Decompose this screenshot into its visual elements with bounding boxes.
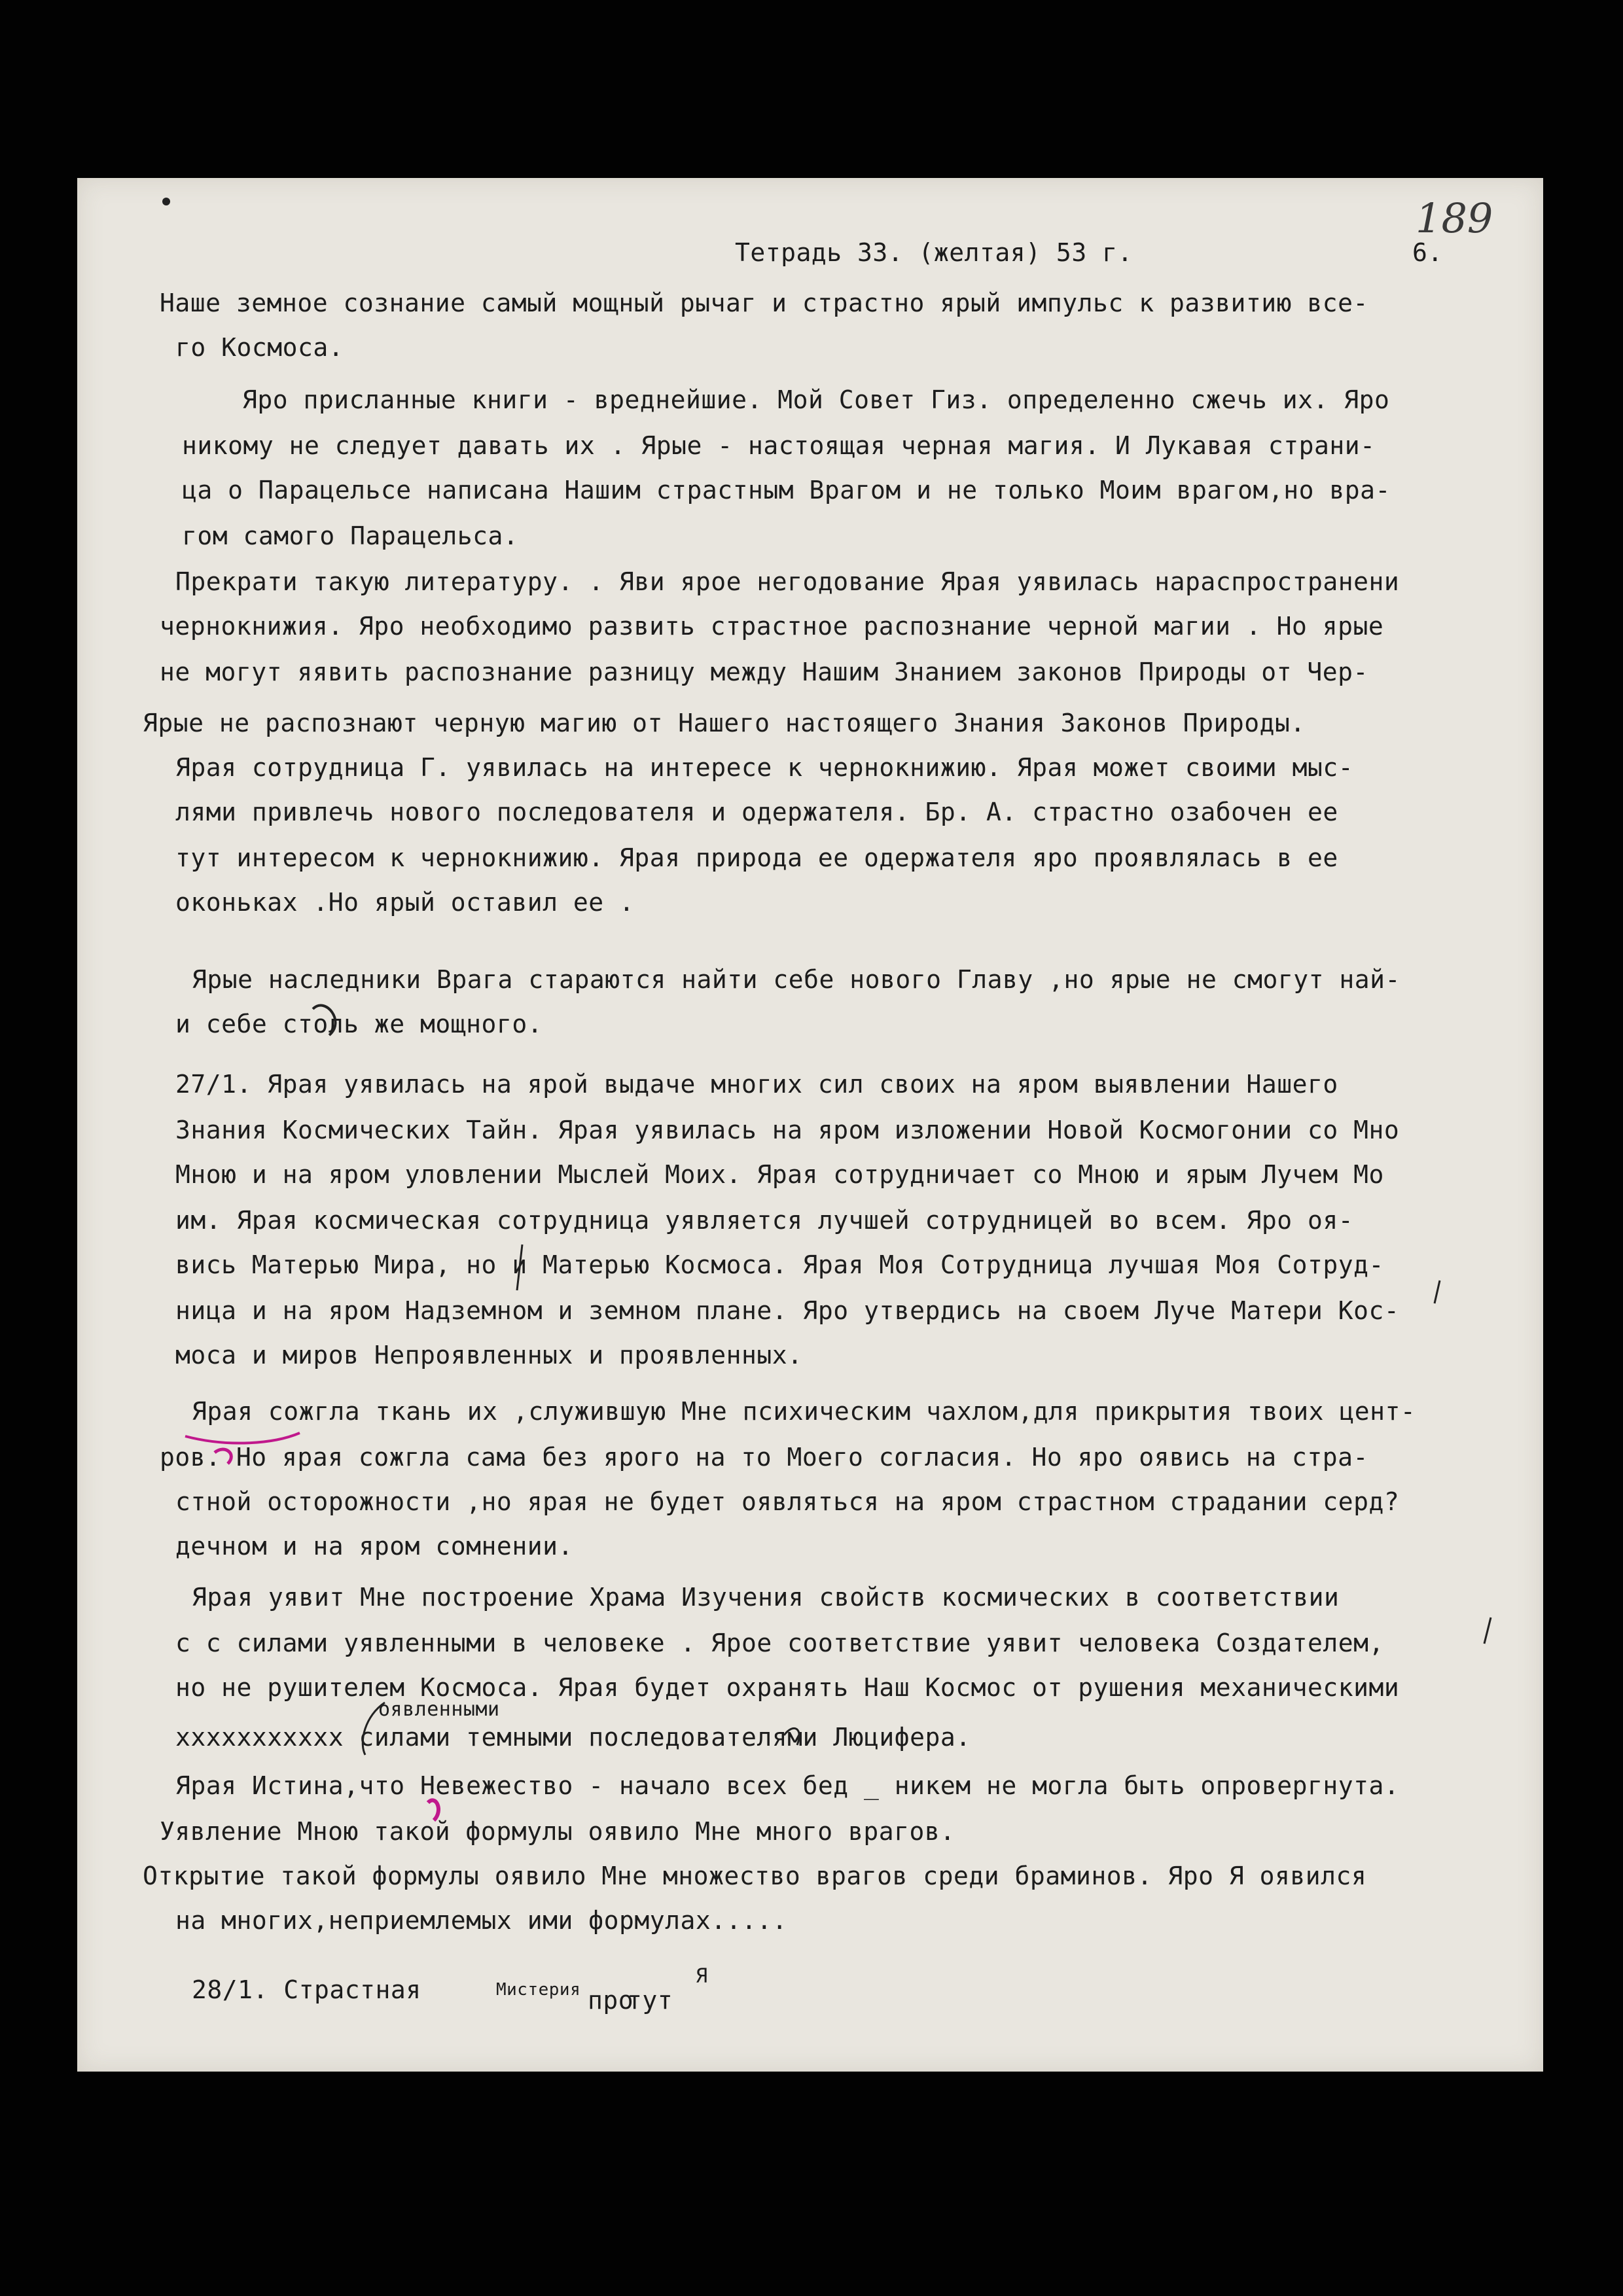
text-line: ххххххххххх силами темными последователями Люцифера. bbox=[175, 1723, 971, 1752]
text-line: Ярая сотрудница Г. уявилась на интересе к чернокнижию. Ярая может своими мыс- bbox=[175, 753, 1354, 782]
text-line: Прекрати такую литературу. . Яви ярое негодование Ярая уявилась нараспространени bbox=[175, 567, 1400, 596]
typewritten-page bbox=[77, 178, 1543, 2072]
text-line: на многих,неприемлемых ими формулах..... bbox=[175, 1906, 788, 1935]
text-line: Наше земное сознание самый мощный рычаг и страстно ярый импульс к развитию все- bbox=[160, 289, 1368, 317]
text-line: вись Матерью Мира, но и Матерью Космоса. Ярая Моя Сотрудница лучшая Моя Сотруд- bbox=[175, 1250, 1384, 1279]
text-line: Уявление Мною такой формулы оявило Мне много врагов. bbox=[160, 1817, 955, 1846]
text-line: чернокнижия. Яро необходимо развить страстное распознание черной магии . Но ярые bbox=[160, 612, 1384, 641]
text-line: Ярые наследники Врага стараются найти себе нового Главу ,но ярые не смогут най- bbox=[192, 965, 1400, 994]
text-line: про bbox=[588, 1986, 634, 2015]
text-line: ца о Парацельсе написана Нашим страстным Врагом и не только Моим врагом,но вра- bbox=[182, 476, 1391, 504]
text-line: моса и миров Непроявленных и проявленных. bbox=[175, 1341, 803, 1369]
text-line: Ярая сожгла ткань их ,служившую Мне психическим чахлом,для прикрытия твоих цент- bbox=[192, 1397, 1416, 1426]
correction-marks bbox=[77, 178, 1543, 2072]
magenta-underline bbox=[185, 1433, 300, 1443]
text-line: лями привлечь нового последователя и одержателя. Бр. А. страстно озабочен ее bbox=[175, 798, 1338, 826]
text-line: ров. Но ярая сожгла сама без ярого на то Моего согласия. Но яро оявись на стра- bbox=[160, 1443, 1368, 1472]
pen-stroke bbox=[517, 1245, 522, 1290]
magenta-correction bbox=[215, 1449, 231, 1464]
text-line: 27/1. Ярая уявилась на ярой выдаче многих сил своих на яром выявлении Нашего bbox=[175, 1070, 1338, 1099]
text-line: Мною и на яром уловлении Мыслей Моих. Ярая сотрудничает со Мною и ярым Лучем Мо bbox=[175, 1160, 1384, 1189]
text-line: Яро присланные книги - вреднейшие. Мой Совет Гиз. определенно сжечь их. Яро bbox=[242, 385, 1390, 414]
text-line: тут интересом к чернокнижию. Ярая природа ее одержателя яро проявлялась в ее bbox=[175, 843, 1338, 872]
text-line: ница и на яром Надземном и земном плане. Яро утвердись на своем Луче Матери Кос- bbox=[175, 1296, 1400, 1325]
insertion-note: Я bbox=[696, 1965, 708, 1988]
text-line: им. Ярая космическая сотрудница уявляется лучшей сотрудницей во всем. Яро оя- bbox=[175, 1206, 1354, 1235]
text-line: оконьках .Но ярый оставил ее . bbox=[175, 888, 635, 917]
text-line: го Космоса. bbox=[175, 333, 344, 362]
text-line: Открытие такой формулы оявило Мне множество врагов среди браминов. Яро Я оявился bbox=[143, 1862, 1367, 1890]
text-line: гом самого Парацельса. bbox=[182, 521, 519, 550]
pen-bracket bbox=[363, 1703, 385, 1755]
text-line: никому не следует давать их . Ярые - настоящая черная магия. И Лукавая страни- bbox=[182, 431, 1376, 460]
page-number: 6. bbox=[1412, 238, 1443, 267]
pen-stroke bbox=[1435, 1280, 1440, 1303]
text-line: с с силами уявленными в человеке . Ярое соответствие уявит человека Создателем, bbox=[175, 1629, 1384, 1657]
insertion-note: Мистерия bbox=[496, 1980, 581, 2000]
text-line: тут bbox=[627, 1986, 673, 2015]
text-line: Ярая Истина,что Невежество - начало всех бед _ никем не могла быть опровергнута. bbox=[175, 1771, 1400, 1800]
text-line: не могут яявить распознание разницу между Нашим Знанием законов Природы от Чер- bbox=[160, 658, 1368, 686]
pen-stroke bbox=[1484, 1617, 1491, 1644]
insertion-note: оявленными bbox=[378, 1698, 500, 1721]
text-line: 28/1. Страстная bbox=[192, 1975, 421, 2004]
text-line: Ярые не распознают черную магию от Нашего настоящего Знания Законов Природы. bbox=[143, 709, 1306, 737]
text-line: но не рушителем Космоса. Ярая будет охранять Наш Космос от рушения механическими bbox=[175, 1673, 1400, 1702]
pen-stroke bbox=[784, 1728, 799, 1745]
text-line: и себе столь же мощного. bbox=[175, 1010, 543, 1038]
archive-number: 189 bbox=[1416, 194, 1493, 242]
text-line: Ярая уявит Мне построение Храма Изучения свойств космических в соответствии bbox=[192, 1583, 1340, 1612]
text-line: Знания Космических Тайн. Ярая уявилась на яром изложении Новой Космогонии со Мно bbox=[175, 1116, 1400, 1144]
pen-scribble bbox=[313, 1006, 336, 1035]
page-title: Тетрадь 33. (желтая) 53 г. bbox=[735, 238, 1133, 267]
text-line: стной осторожности ,но ярая не будет оявляться на яром страстном страдании серд? bbox=[175, 1487, 1400, 1516]
text-line: дечном и на яром сомнении. bbox=[175, 1532, 573, 1561]
magenta-correction bbox=[428, 1800, 438, 1820]
